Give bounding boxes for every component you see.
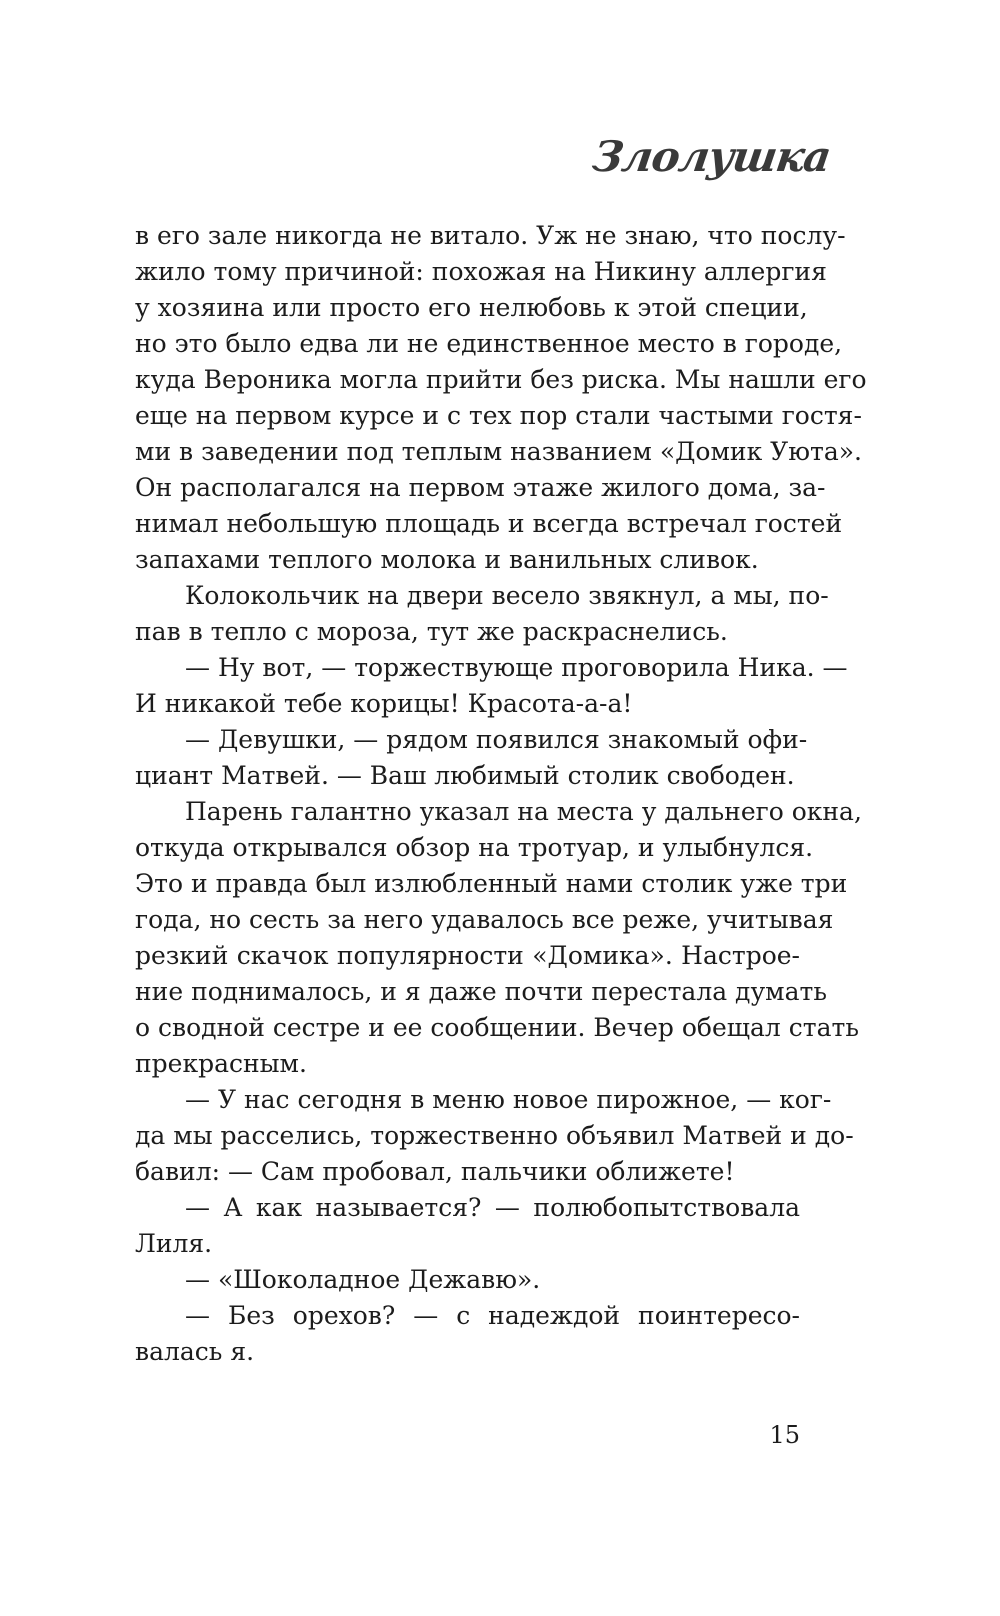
text-line: — А как называется? — полюбопытствовала xyxy=(185,1193,800,1222)
text-line: валась я. xyxy=(135,1337,255,1366)
text-line: — Девушки, — рядом появился знакомый офи- xyxy=(185,725,808,754)
text-line: в его зале никогда не витало. Уж не знаю, что послу- xyxy=(135,221,846,250)
body-text xyxy=(135,218,867,1370)
text-line: пав в тепло с мороза, тут же раскраснелись. xyxy=(135,617,728,646)
text-line: запахами теплого молока и ванильных сливок. xyxy=(135,545,759,574)
text-line: да мы расселись, торжественно объявил Матвей и до- xyxy=(135,1121,854,1150)
text-line: Парень галантно указал на места у дальнего окна, xyxy=(185,797,862,826)
text-line: бавил: — Сам пробовал, пальчики оближете! xyxy=(135,1157,735,1186)
text-line: И никакой тебе корицы! Красота-а-а! xyxy=(135,689,633,718)
text-line: циант Матвей. — Ваш любимый столик свободен. xyxy=(135,761,795,790)
text-line: Лиля. xyxy=(135,1229,213,1258)
text-line: — «Шоколадное Дежавю». xyxy=(185,1265,541,1294)
text-line: откуда открывался обзор на тротуар, и улыбнулся. xyxy=(135,833,814,862)
text-line: резкий скачок популярности «Домика». Настрое- xyxy=(135,941,800,970)
text-line: Он располагался на первом этаже жилого дома, за- xyxy=(135,473,826,502)
text-line: ние поднималось, и я даже почти перестала думать xyxy=(135,977,827,1006)
text-line: года, но сесть за него удавалось все реже, учитывая xyxy=(135,905,834,934)
running-header-book-title: Злолушка xyxy=(589,132,834,181)
text-line: жило тому причиной: похожая на Никину аллергия xyxy=(135,257,827,286)
text-line: нимал небольшую площадь и всегда встречал гостей xyxy=(135,509,843,538)
text-line: ми в заведении под теплым названием «Домик Уюта». xyxy=(135,437,862,466)
text-line: — Ну вот, — торжествующе проговорила Ника. — xyxy=(185,653,848,682)
text-line: у хозяина или просто его нелюбовь к этой специи, xyxy=(135,293,808,322)
text-line: еще на первом курсе и с тех пор стали частыми гостя- xyxy=(135,401,862,430)
page-number: 15 xyxy=(769,1421,800,1449)
text-line: куда Вероника могла прийти без риска. Мы нашли его xyxy=(135,365,867,394)
text-line: о сводной сестре и ее сообщении. Вечер обещал стать xyxy=(135,1013,859,1042)
text-line: прекрасным. xyxy=(135,1049,307,1078)
text-line: Это и правда был излюбленный нами столик уже три xyxy=(135,869,848,898)
text-line: — У нас сегодня в меню новое пирожное, — ког- xyxy=(185,1085,832,1114)
text-line: но это было едва ли не единственное место в городе, xyxy=(135,329,843,358)
text-line: Колокольчик на двери весело звякнул, а мы, по- xyxy=(185,581,829,610)
text-line: — Без орехов? — с надеждой поинтересо- xyxy=(185,1301,800,1330)
